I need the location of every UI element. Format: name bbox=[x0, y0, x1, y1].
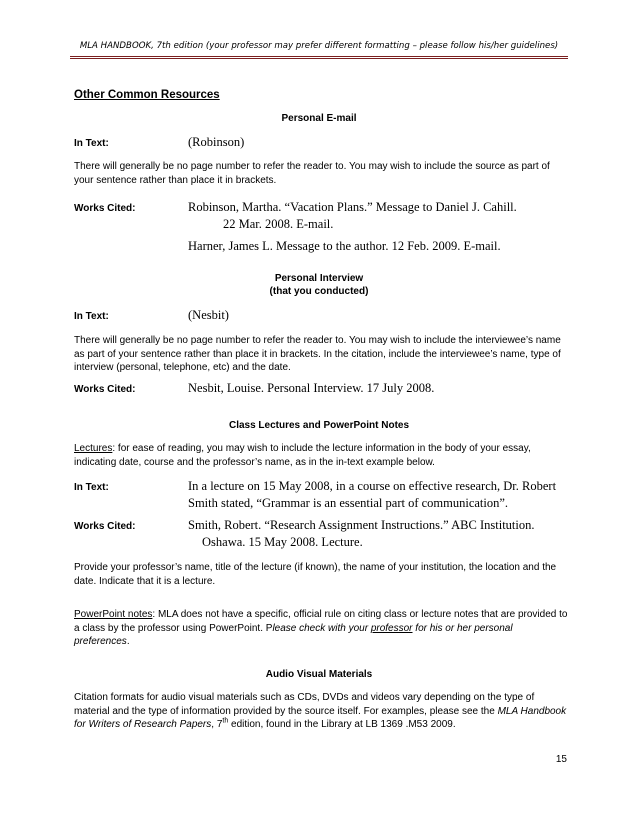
ppt-label: PowerPoint notes bbox=[74, 609, 153, 620]
lectures-works-cited-label: Works Cited: bbox=[74, 521, 136, 532]
email-entry-1-line1: Robinson, Martha. “Vacation Plans.” Message to Daniel J. Cahill. bbox=[188, 200, 517, 214]
interview-heading-subtitle: (that you conducted) bbox=[269, 286, 369, 297]
lectures-intro-text: : for ease of reading, you may wish to include the lecture information in the body of your essay, indicating date, course and the professor’s name, as in the in-text example below. bbox=[74, 443, 531, 468]
interview-works-cited-label: Works Cited: bbox=[74, 384, 136, 395]
interview-heading-title: Personal Interview bbox=[274, 273, 364, 284]
audio-note bbox=[74, 691, 568, 732]
ppt-italic-professor: professor bbox=[370, 622, 413, 634]
ppt-italic-1: lease check with your bbox=[272, 622, 371, 634]
audio-text-1: Citation formats for audio visual materials such as CDs, DVDs and videos vary depending on the type of material and the type of information provided by the source itself. For examples, please see the bbox=[74, 692, 535, 717]
lectures-heading: Class Lectures and PowerPoint Notes bbox=[228, 420, 410, 431]
section-title: Other Common Resources bbox=[74, 89, 220, 101]
audio-book-title: MLA Handbook for Writers of Research Papers bbox=[74, 705, 567, 730]
lectures-entry-line2: Oshawa. 15 May 2008. Lecture. bbox=[202, 535, 363, 549]
interview-in-text-label: In Text: bbox=[74, 311, 109, 322]
lectures-intro bbox=[74, 442, 568, 469]
ppt-text: : MLA does not have a specific, official rule on citing class or lecture notes that are provided to a class by the professor using PowerPoint. P bbox=[74, 609, 568, 634]
audio-text-3: edition, found in the Library at LB 1369 .M53 2009. bbox=[228, 719, 456, 730]
email-in-text-value: (Robinson) bbox=[188, 135, 245, 149]
audio-superscript: th bbox=[222, 717, 229, 725]
email-entry-2: Harner, James L. Message to the author. 12 Feb. 2009. E-mail. bbox=[188, 239, 501, 253]
audio-text-2: , 7 bbox=[211, 719, 223, 730]
email-works-cited-label: Works Cited: bbox=[74, 203, 136, 214]
ppt-end: . bbox=[126, 636, 130, 647]
interview-entry: Nesbit, Louise. Personal Interview. 17 July 2008. bbox=[188, 381, 435, 395]
lectures-entry bbox=[188, 517, 535, 551]
lectures-in-text-line1: In a lecture on 15 May 2008, in a course on effective research, Dr. Robert bbox=[188, 479, 557, 493]
lectures-in-text-example bbox=[188, 478, 556, 512]
email-in-text-label: In Text: bbox=[74, 138, 109, 149]
lectures-intro-label: Lectures bbox=[74, 443, 113, 454]
lectures-entry-line1: Smith, Robert. “Research Assignment Instructions.” ABC Institution. bbox=[188, 518, 535, 532]
running-header: MLA HANDBOOK, 7th edition (your professor may prefer different formatting – please follow his/her guidelines) bbox=[79, 41, 559, 51]
interview-in-text-value: (Nesbit) bbox=[188, 308, 229, 322]
interview-note: There will generally be no page number to refer the reader to. You may wish to include the interviewee’s name as part of your sentence rather than place it in brackets. In the citation, include the interviewee’s name, type of interview (personal, telephone, etc) and the date. bbox=[74, 335, 561, 373]
email-entry-1-line2: 22 Mar. 2008. E-mail. bbox=[223, 217, 334, 231]
audio-heading: Audio Visual Materials bbox=[265, 669, 373, 680]
lectures-in-text-label: In Text: bbox=[74, 482, 109, 493]
header-rule bbox=[70, 56, 568, 59]
email-note: There will generally be no page number to refer the reader to. You may wish to include the source as part of your sentence rather than place it in brackets. bbox=[74, 161, 550, 186]
page-number: 15 bbox=[555, 754, 567, 765]
email-entry-1 bbox=[188, 199, 517, 233]
ppt-note bbox=[74, 608, 568, 649]
lectures-in-text-line2: Smith stated, “Grammar is an essential part of communication”. bbox=[188, 496, 509, 510]
ppt-italic-2: for his or her personal preferences bbox=[74, 622, 513, 647]
lectures-provide-note: Provide your professor’s name, title of the lecture (if known), the name of your institution, the location and the date. Indicate that it is a lecture. bbox=[74, 562, 557, 587]
email-heading: Personal E-mail bbox=[281, 113, 357, 124]
interview-heading bbox=[70, 272, 568, 298]
